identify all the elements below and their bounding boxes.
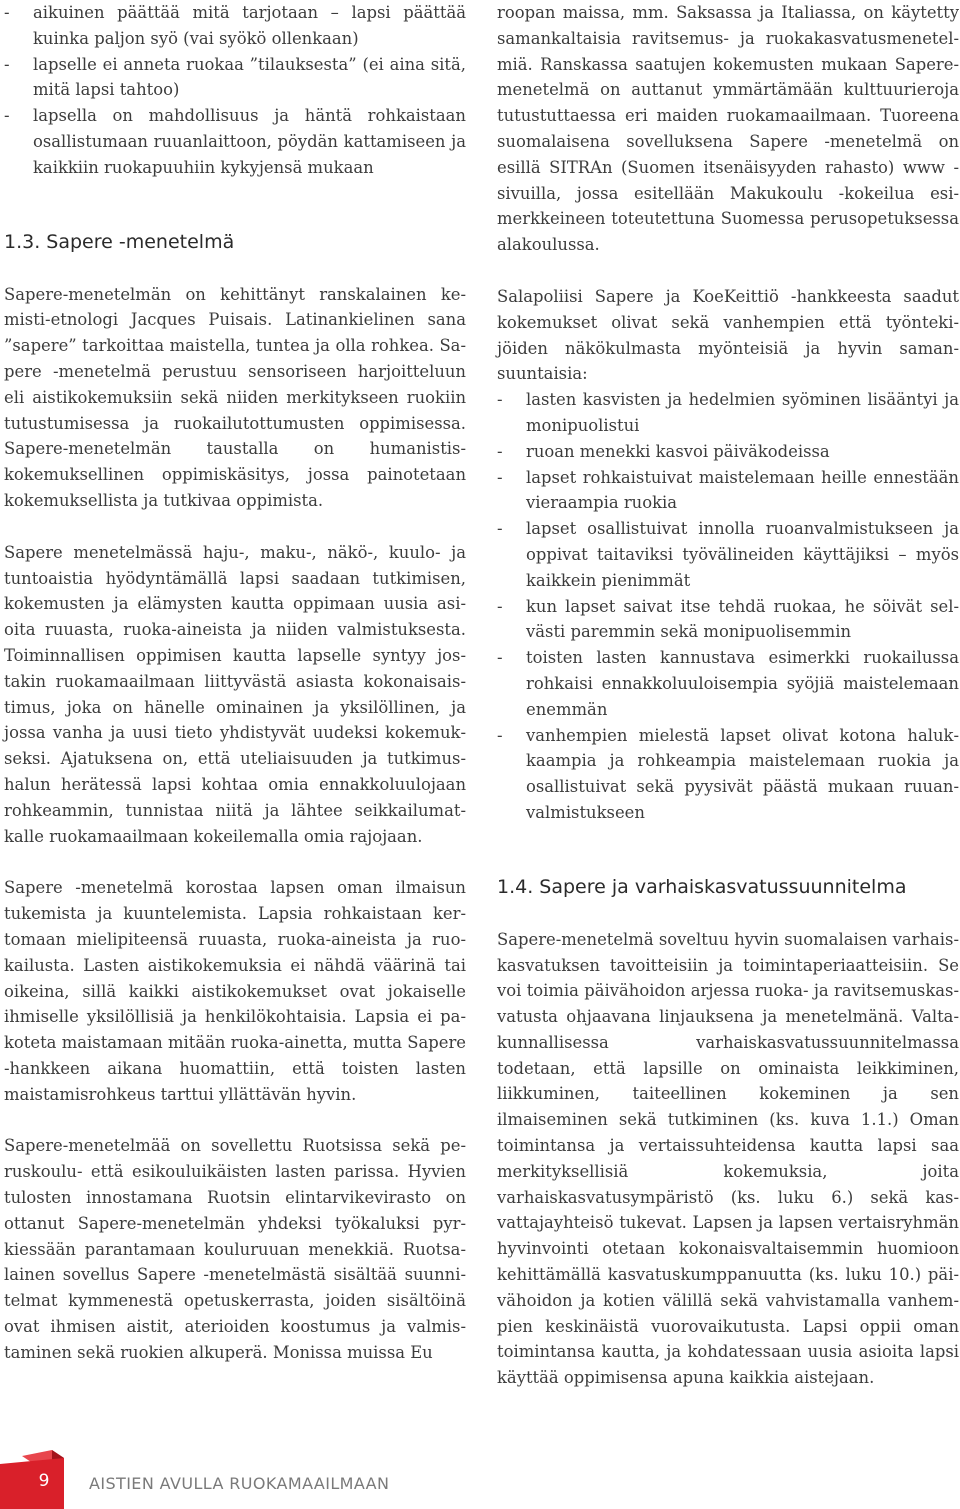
list-item: - kun lapset saivat itse tehdä ruokaa, he söivät selvästi paremmin sekä monipuolisemmin	[497, 594, 959, 646]
paragraph: Sapere-menetelmä soveltuu hyvin suomalaisen varhaiskasvatuksen tavoitteisiin ja toimintaperiaatteisiin. Se voi toimia päivähoidon arjessa ruoka- ja ravitsemuskasvatusta ohjaavana linjauksena ja menetelmänä. Valtakunnallisessa varhaiskasvatussuunnitelmassa todetaan, että lapsille on ominaista leikkiminen, liikkuminen, taiteellinen kokeminen ja sen ilmaiseminen sekä tutkiminen (ks. kuva 1.1.) Oman toimintansa ja vertaissuhteidensa kautta lapsi saa merkityksellisiä kokemuksia, joita varhaiskasvatusympäristö (ks. luku 6.) sekä kasvattajayhteisö tukevat. Lapsen ja lapsen vertaisryhmän hyvinvointi otetaan kokonaisvaltaisemmin huomioon kehittämällä kasvatuskumppanuutta (ks. luku 10.) päivähoidon ja kotien välillä sekä vahvistamalla vanhempien keskinäistä vuorovaikutusta. Lapsi oppii oman toimintansa kautta, ja kohdatessaan uusia asioita lapsi käyttää oppimisensa apuna kaikkia aistejaan.	[497, 929, 959, 1388]
list-item: - lapset osallistuivat innolla ruoanvalmistukseen ja oppivat taitaviksi työvälineiden käyttäjiksi – myös kaikkein pienimmät	[497, 516, 959, 593]
paragraph: Sapere -menetelmä korostaa lapsen oman ilmaisun tukemista ja kuuntelemista. Lapsia rohkaistaan kertomaan mielipiteensä ruuasta, ruoka-aineista ja ruokailusta. Lasten aistikokemuksia ei nähdä väärinä tai oikeina, sillä kaikki aistikokemukset ovat jokaiselle ihmiselle yksilöllisiä ja henkilökohtaisia. Lapsia ei pakoteta maistamaan mitään ruoka-ainetta, mutta Sapere -hankkeen aikana huomattiin, että toisten lasten maistamisrohkeus tarttui yllättävän hyvin.	[4, 878, 466, 1104]
paragraph: Salapoliisi Sapere ja KoeKeittiö -hankkeesta saadut kokemukset olivat sekä vanhempien että työntekijöiden näkökulmasta myönteisiä ja hyvin samansuuntaisia:	[497, 286, 959, 384]
intro-list	[4, 0, 466, 181]
results-list	[497, 387, 959, 826]
list-item: - lasten kasvisten ja hedelmien syöminen lisääntyi ja monipuolistui	[497, 387, 959, 439]
list-item: - vanhempien mielestä lapset olivat kotona halukkaampia ja rohkeampia maistelemaan ruokia ja osallistuivat sekä pyysivät päästä mukaan ruuanvalmistukseen	[497, 723, 959, 826]
list-item: - toisten lasten kannustava esimerkki ruokailussa rohkaisi ennakkoluuloisempia syöjiä maistelemaan enemmän	[497, 645, 959, 722]
list-item: - ruoan menekki kasvoi päiväkodeissa	[497, 439, 959, 465]
list-item: - lapsella on mahdollisuus ja häntä rohkaistaan osallistumaan ruuanlaittoon, pöydän kattamiseen ja kaikkiin ruokapuuhiin kykyjensä mukaan	[4, 103, 466, 180]
list-item: - lapselle ei anneta ruokaa ”tilauksesta” (ei aina sitä, mitä lapsi tahtoo)	[4, 52, 466, 104]
paragraph: Sapere-menetelmän on kehittänyt ranskalainen kemisti-etnologi Jacques Puisais. Latinankielinen sana ”sapere” tarkoittaa maistella, tuntea ja olla rohkea. Sapere -menetelmä perustuu sensoriseen harjoitteluun eli aistikokemuksiin sekä niiden merkitykseen ruokiin tutustumisessa ja ruokailutottumusten oppimisessa. Sapere-menetelmän taustalla on humanistiskokemuksellinen oppimiskäsitys, jossa painotetaan kokemuksellista ja tutkivaa oppimista.	[4, 284, 466, 510]
paragraph: Sapere menetelmässä haju-, maku-, näkö-, kuulo- ja tuntoaistia hyödyntämällä lapsi saadaan tutkimisen, kokemusten ja elämysten kautta oppimaan uusia asioita ruuasta, ruoka-aineista ja niiden valmistuksesta. Toiminnallisen oppimisen kautta lapselle syntyy jostakin ruokamaailmaan liittyvästä asiasta kokonaisaistimus, joka on hänelle ominainen ja yksilöllinen, ja jossa vanha ja uusi tieto yhdistyvät uudeksi kokemukseksi. Ajatuksena on, että uteliaisuuden ja tutkimushalun herätessä lapsi kohtaa omia ennakkoluulojaan rohkeammin, tunnistaa niitä ja lähtee seikkailumatkalle ruokamaailmaan kokeilemalla omia rajojaan.	[4, 542, 466, 846]
footer-title: AISTIEN AVULLA RUOKAMAAILMAAN	[89, 1474, 390, 1493]
section-heading-1-3: 1.3. Sapere -menetelmä	[4, 230, 235, 253]
paragraph: Sapere-menetelmää on sovellettu Ruotsissa sekä peruskoulu- että esikouluikäisten lasten parissa. Hyvien tulosten innostamana Ruotsin elintarvikevirasto on ottanut Sapere-menetelmän yhdeksi työkaluksi pyrkiessään parantamaan kouluruuan menekkiä. Ruotsalainen sovellus Sapere -menetelmästä sisältää suunnitelmat kymmenestä opetuskerrasta, joiden sisältöinä ovat ihmisen aistit, aterioiden koostumus ja valmistaminen sekä ruokien alkuperä. Monissa muissa Eu	[4, 1136, 466, 1362]
paragraph: roopan maissa, mm. Saksassa ja Italiassa, on käytetty samankaltaisia ravitsemus- ja ruokakasvatusmenetelmiä. Ranskassa saatujen kokemusten mukaan Sapere-menetelmä on auttanut ymmärtämään kulttuurieroja tutustuttaessa eri maiden ruokamaailmaan. Tuoreena suomalaisena sovelluksena Sapere -menetelmä on esillä SITRAn (Suomen itsenäisyyden rahasto) www -sivuilla, jossa esitellään Makukoulu -kokeilua esimerkkeineen toteutettuna Suomessa perusopetuksessa alakoulussa.	[497, 3, 959, 255]
right-column	[497, 0, 959, 1391]
list-item: - aikuinen päättää mitä tarjotaan – lapsi päättää kuinka paljon syö (vai syökö ollenkaan)	[4, 0, 466, 52]
list-item: - lapset rohkaistuivat maistelemaan heille ennestään vieraampia ruokia	[497, 465, 959, 517]
page-number: 9	[38, 1471, 50, 1491]
left-column	[4, 0, 466, 1366]
section-heading-1-4: 1.4. Sapere ja varhaiskasvatussuunnitelma	[497, 875, 907, 898]
